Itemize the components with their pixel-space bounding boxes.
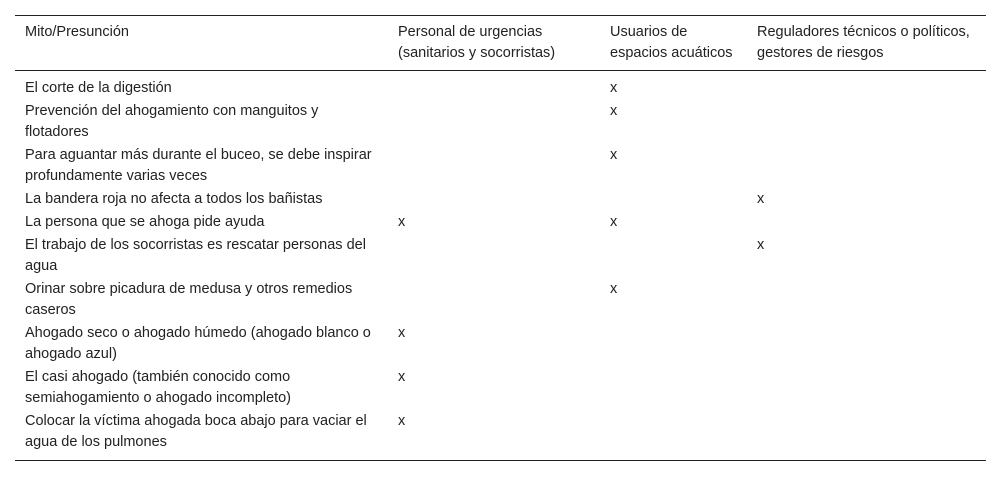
cell-emergency-staff bbox=[388, 71, 600, 101]
cell-regulators: x bbox=[757, 237, 765, 253]
table-row bbox=[15, 144, 986, 188]
cell-myth: El trabajo de los socorristas es rescatar personas del agua bbox=[25, 237, 366, 274]
header-emergency-staff: Personal de urgencias (sanitarios y socorristas) bbox=[398, 24, 556, 61]
cell-myth: Prevención del ahogamiento con manguitos y flotadores bbox=[25, 103, 319, 140]
cell-emergency-staff bbox=[388, 278, 600, 322]
table-row bbox=[15, 211, 986, 234]
table-header bbox=[15, 16, 986, 71]
cell-myth: Orinar sobre picadura de medusa y otros remedios caseros bbox=[25, 281, 353, 318]
cell-aquatic-users bbox=[600, 234, 747, 278]
cell-aquatic-users: x bbox=[610, 281, 618, 297]
cell-regulators bbox=[747, 71, 986, 101]
cell-myth: La bandera roja no afecta a todos los bañistas bbox=[25, 191, 323, 207]
table-row bbox=[15, 366, 986, 410]
table-row bbox=[15, 100, 986, 144]
cell-aquatic-users: x bbox=[610, 147, 618, 163]
cell-aquatic-users bbox=[600, 410, 747, 461]
cell-emergency-staff bbox=[388, 100, 600, 144]
table-row bbox=[15, 322, 986, 366]
header-aquatic-users: Usuarios de espacios acuáticos bbox=[610, 24, 733, 61]
cell-emergency-staff: x bbox=[398, 214, 406, 230]
cell-regulators bbox=[747, 278, 986, 322]
myths-table bbox=[15, 15, 986, 461]
header-myth: Mito/Presunción bbox=[25, 24, 129, 40]
table-body bbox=[15, 71, 986, 461]
cell-emergency-staff bbox=[388, 234, 600, 278]
table-row bbox=[15, 188, 986, 211]
cell-regulators bbox=[747, 410, 986, 461]
header-regulators: Reguladores técnicos o políticos, gestores de riesgos bbox=[757, 24, 970, 61]
cell-myth: La persona que se ahoga pide ayuda bbox=[25, 214, 265, 230]
cell-regulators bbox=[747, 211, 986, 234]
table-row bbox=[15, 278, 986, 322]
cell-myth: Colocar la víctima ahogada boca abajo para vaciar el agua de los pulmones bbox=[25, 413, 367, 450]
table-row bbox=[15, 71, 986, 101]
table-row bbox=[15, 234, 986, 278]
cell-aquatic-users: x bbox=[610, 214, 618, 230]
cell-regulators: x bbox=[757, 191, 765, 207]
header-row bbox=[15, 16, 986, 71]
cell-emergency-staff: x bbox=[398, 325, 406, 341]
cell-regulators bbox=[747, 366, 986, 410]
cell-aquatic-users bbox=[600, 322, 747, 366]
cell-myth: El casi ahogado (también conocido como semiahogamiento o ahogado incompleto) bbox=[25, 369, 292, 406]
table-row bbox=[15, 410, 986, 461]
cell-aquatic-users: x bbox=[610, 103, 618, 119]
cell-emergency-staff bbox=[388, 144, 600, 188]
cell-myth: Para aguantar más durante el buceo, se debe inspirar profundamente varias veces bbox=[25, 147, 372, 184]
cell-aquatic-users bbox=[600, 366, 747, 410]
cell-emergency-staff: x bbox=[398, 413, 406, 429]
cell-aquatic-users bbox=[600, 188, 747, 211]
cell-aquatic-users: x bbox=[610, 80, 618, 96]
cell-regulators bbox=[747, 322, 986, 366]
cell-myth: El corte de la digestión bbox=[25, 80, 172, 96]
cell-myth: Ahogado seco o ahogado húmedo (ahogado blanco o ahogado azul) bbox=[25, 325, 371, 362]
cell-emergency-staff bbox=[388, 188, 600, 211]
cell-regulators bbox=[747, 144, 986, 188]
cell-regulators bbox=[747, 100, 986, 144]
cell-emergency-staff: x bbox=[398, 369, 406, 385]
